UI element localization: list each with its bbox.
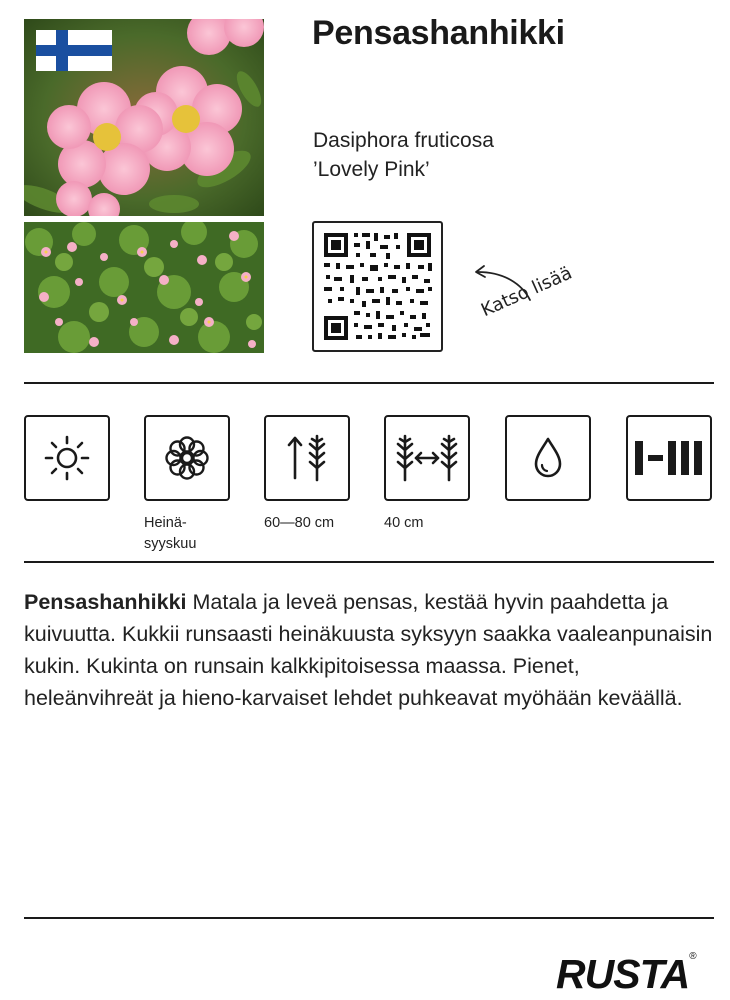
hardiness-zone-icon	[626, 415, 712, 501]
bloom-period-label: Heinä- syyskuu	[144, 515, 197, 552]
water-drop-icon	[505, 415, 591, 501]
shrub-photo	[24, 222, 264, 353]
zone-roman-numerals	[631, 438, 707, 478]
width-icon	[384, 415, 470, 501]
height-label: 60—80 cm	[264, 515, 335, 531]
divider-middle	[24, 561, 714, 563]
divider-bottom	[24, 917, 714, 919]
sun-icon	[24, 415, 110, 501]
description	[24, 586, 714, 714]
description-lead: Pensashanhikki	[24, 590, 187, 614]
description-body: Matala ja leveä pensas, kestää hyvin paahdetta ja kuivuutta. Kukkii runsaasti heinäkuusta syksyyn saakka vaaleanpunaisin kukin. Kukinta on runsain kalkkipitoisessa maassa. Pienet, heleänvihreät ja hieno-karvaiset lehdet puhkeavat myöhään keväällä.	[24, 590, 713, 710]
qr-code[interactable]	[312, 221, 443, 352]
divider-top	[24, 382, 714, 384]
flower-icon	[144, 415, 230, 501]
qr-caption: Katso lisää	[478, 262, 576, 322]
finland-flag-icon	[36, 30, 112, 71]
height-icon	[264, 415, 350, 501]
cultivar-name: ’Lovely Pink’	[313, 158, 430, 181]
latin-name	[313, 126, 494, 184]
latin-name-line1: Dasiphora fruticosa	[313, 129, 494, 152]
product-title: Pensashanhikki	[312, 14, 565, 52]
width-label: 40 cm	[384, 515, 424, 531]
qr-code-icon	[314, 223, 441, 350]
rusta-logo: RUSTA®	[556, 951, 696, 997]
